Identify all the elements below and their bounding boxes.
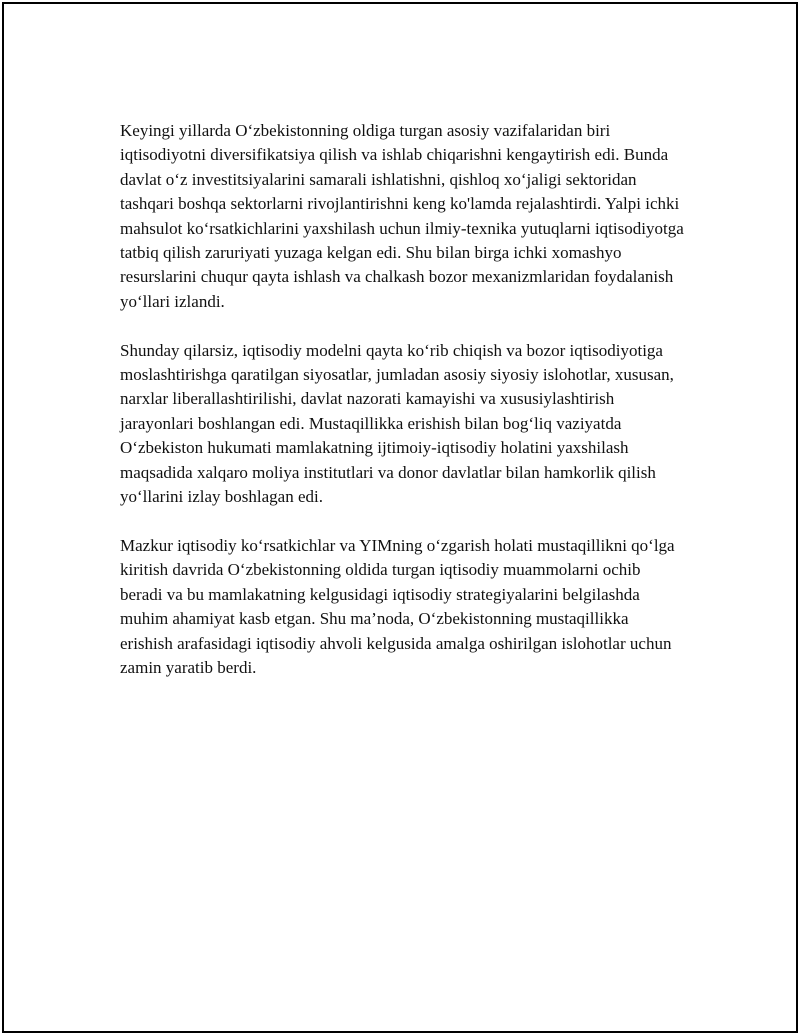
paragraph-3: Mazkur iqtisodiy ko‘rsatkichlar va YIMning o‘zgarish holati mustaqillikni qo‘lga kiritish davrida O‘zbekistonning oldida turgan iqtisodiy muammolarni ochib beradi va bu mamlakatning kelgusidagi iqtisodiy strategiyalarini belgilashda muhim ahamiyat kasb etgan. Shu ma’noda, O‘zbekistonning mustaqillikka erishish arafasidagi iqtisodiy ahvoli kelgusida amalga oshirilgan islohotlar uchun zamin yaratib berdi. bbox=[120, 535, 675, 677]
paragraph-1: Keyingi yillarda O‘zbekistonning oldiga turgan asosiy vazifalaridan biri iqtisodiyotni diversifikatsiya qilish va ishlab chiqarishni kengaytirish edi. Bunda davlat o‘z investitsiyalarini samarali ishlatishni, qishloq xo‘jaligi sektoridan tashqari boshqa sektorlarni rivojlantirishni keng ko'lamda rejalashtirdi. Yalpi ichki mahsulot ko‘rsatkichlarini yaxshilash uchun ilmiy-texnika yutuqlarni iqtisodiyotga tatbiq qilish zaruriyati yuzaga kelgan edi. Shu bilan birga ichki xomashyo resurslarini chuqur qayta ishlash va chalkash bozor mexanizmlaridan foydalanish yo‘llari izlandi. bbox=[120, 121, 684, 311]
paragraph-2: Shunday qilarsiz, iqtisodiy modelni qayta ko‘rib chiqish va bozor iqtisodiyotiga moslashtirishga qaratilgan siyosatlar, jumladan asosiy siyosiy islohotlar, xususan, narxlar liberallashtirilishi, davlat nazorati kamayishi va xususiylashtirish jarayonlari boshlangan edi. Mustaqillikka erishish bilan bog‘liq vaziyatda O‘zbekiston hukumati mamlakatning ijtimoiy-iqtisodiy holatini yaxshilash maqsadida xalqaro moliya institutlari va donor davlatlar bilan hamkorlik qilish yo‘llarini izlay boshlagan edi. bbox=[120, 340, 674, 507]
document-body bbox=[120, 119, 684, 680]
document-page bbox=[2, 2, 798, 1033]
